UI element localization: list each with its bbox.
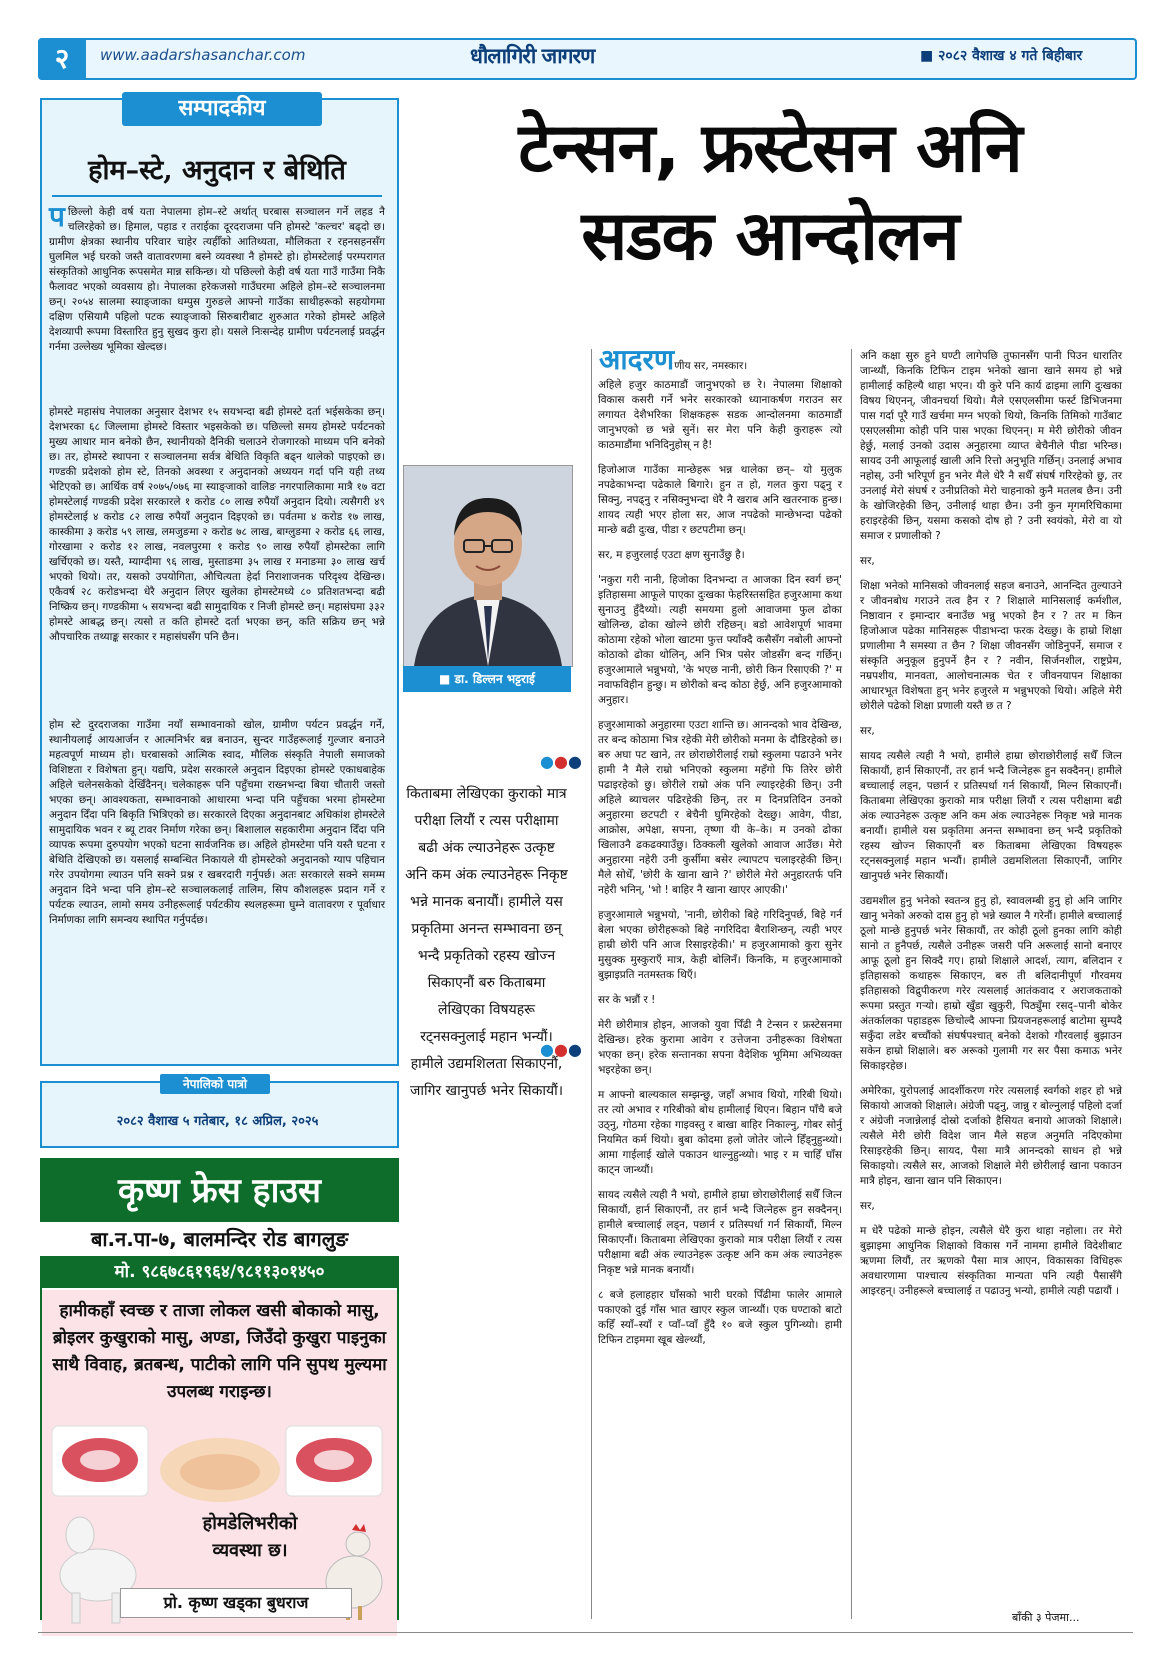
article-headline (420, 105, 1120, 281)
article-paragraph: सर, म हजुरलाई एउटा क्षण सुनाउँछु है। (598, 549, 745, 561)
ad-phone: मो. ९८६७८६१९६४/९८११३०१४५० (114, 1262, 325, 1282)
editorial-title: होम–स्टे, अनुदान र बेथिति (88, 155, 346, 186)
editorial-dropcap: प (49, 200, 65, 233)
author-byline: ■ डा. डिल्लन भट्टराई (403, 666, 571, 692)
article-paragraph: म आफ्नो बाल्यकाल सम्झन्छु, जहाँ अभाव थियो, गरिबी थियो। तर त्यो अभाव र गरिबीको बोध हामीलाई थिएन। बिहान पाँचै बजे उठ्नु, गोठमा रहेका गाइवस्तु र बाखा बाहिर निकाल्नु, गोबर सोर्नु नियमित कर्म थियो। बुबा कोदमा हलो जोतेर जोत्ने हिँड्नुहुन्थ्यो। आमा गाईलाई खोले पकाउन थाल्नुहुन्थ्यो। भाइ र म चाहिँ घाँस काट्न जान्थ्यौं। (598, 1089, 842, 1176)
article-paragraph: सायद त्यसैले त्यही नै भयो, हामीले हाम्रा छोराछोरीलाई सधैँ जित्न सिकायौं, हार्न सिकाएनौं, तर हार्न भन्दै जित्नेहरू हुन सक्दैनन्। हामीले बच्चालाई लड्न, पछार्न र प्रतिस्पर्धा गर्न सिकायौं, मिल्न सिकाएनौं। किताबमा लेखिएका कुराको मात्र परीक्षा लियौं र त्यस परीक्षामा बढी अंक ल्याउनेहरू उत्कृष्ट अनि कम अंक ल्याउनेहरू निकृष्ट भन्ने मानक बनायौं। (598, 1189, 842, 1276)
article-paragraph: हजुरआमाले भन्नुभयो, 'नानी, छोरीको बिहे गरिदिनुपर्छ, बिहे गर्न बेला भएका छोरीहरूको बिहे नगरिदिदा बैराशिन्छन्, त्यही भएर हाम्री छोरी पनि आज रिसाइरहेकी।' म हजुरआमाको कुरा सुनेर मुसुक्क मुस्कुराएँ मात्र, केही बोलिनँ। किनकि, म हजुरआमाको बुझाइप्रति नतमस्तक थिएँ। (598, 909, 842, 981)
headline-line: टेन्सन, फ्रस्टेसन अनि (518, 109, 1022, 188)
ad-owner: प्रो. कृष्ण खड्का बुधराज (120, 1588, 352, 1618)
article-column-1 (598, 378, 842, 1358)
article-paragraph: सर, (860, 555, 875, 567)
article-paragraph: हिजोआज गाउँका मान्छेहरू भन्न थालेका छन्– यो मुलुक नपढेकाभन्दा पढेकाले बिगारे। हुन त हो, गलत कुरा पढ्नु र सिक्नु, नपढ्नु र नसिक्नुभन्दा धेरै नै खराब अनि खतरनाक हुन्छ। शायद त्यही भएर होला सर, आज नपढेको मान्छेभन्दा पढेको मान्छे बढी दुःख, पीडा र छटपटीमा छन्। (598, 464, 842, 536)
article-column-2 (860, 349, 1122, 1309)
issue-date: ■ २०८२ वैशाख ४ गते बिहीबार (920, 48, 1083, 64)
ad-service-note (150, 1510, 350, 1564)
website-link[interactable]: www.aadarshasanchar.com (100, 46, 306, 64)
ad-description: हामीकहाँ स्वच्छ र ताजा लोकल खसी बोकाको मासु, ब्रोइलर कुखुराको मासु, अण्डा, जिउँदो कुखुरा पाइनुका साथै विवाह, ब्रतबन्ध, पाटीको लागि पनि सुपथ मुल्यमा उपलब्ध गराइन्छ। (52, 1301, 387, 1402)
article-paragraph: मेरी छोरीमात्र होइन, आजको युवा पिँढी नै टेन्सन र फ्रस्टेसनमा देखिन्छ। हरेक कुरामा आवेग र उत्तेजना उनीहरूका विशेषता भएका छन्। हरेक सन्तानका सपना वैदेशिक भूमिमा अभिव्यक्त भइरहेका छन्। (598, 1019, 842, 1076)
calendar-date: २०८२ वैशाख ५ गतेबार, १८ अप्रिल, २०२५ (116, 1114, 319, 1129)
article-paragraph: हजुरआमाको अनुहारमा एउटा शान्ति छ। आनन्दको भाव देखिन्छ, तर बन्द कोठामा भित्र रहेकी मेरी छोरीको मनमा के दौडिरहेको छ। बरु अघा पट खाने, तर छोराछोरीलाई राम्रो स्कुलमा पढाउने भनेर हामी नै मैले राम्रो भनिएको स्कुलमा महँगो फि तिरेर छोरी पढाइरहेको छु। छोरीले राम्रो अंक पनि ल्याइरहेकी छिन्। उनी अहिले ब्याचलर पढिरहेकी छिन्, तर म दिनप्रतिदिन उनको अनुहारमा छटपटी र बेचैनी घुमिरहेको देख्छु। आवेग, पीडा, आक्रोस, अपेक्षा, सपना, तृष्णा यी के–के। म उनको ढोका खिलाउनै ढकढक्याउँछु। ठिक्कली खुलेको आवाज आउँछ। मेरो अनुहारमा नहेरी उनी कुर्सीमा बसेर ल्यापटप चलाइरहेकी छिन्। मैले सोधेँ, 'छोरी के खाना खाने ?' छोरीले मेरो अनुहारतर्फ पनि नहेरी भनिन्, 'भो ! बाहिर नै खाना खाएर आएकी।' (598, 719, 842, 896)
ad-address: बा.न.पा-७, बालमन्दिर रोड बागलुङ (40, 1222, 399, 1256)
article-paragraph: सायद त्यसैले त्यही नै भयो, हामीले हाम्रा छोराछोरीलाई सधैँ जित्न सिकायौं, हार्न सिकाएनौं, तर हार्न भन्दै जित्नेहरू हुन सक्दैनन्। हामीले बच्चालाई लड्न, पछार्न र प्रतिस्पर्धा गर्न सिकायौं, मिल्न सिकाएनौं। किताबमा लेखिएका कुराको मात्र परीक्षा लियौं र त्यस परीक्षामा बढी अंक ल्याउनेहरू उत्कृष्ट अनि कम अंक ल्याउनेहरू निकृष्ट भन्ने मानक बनायौं। हामीले यस प्रकृतिमा अनन्त सम्भावना छन् भन्दै प्रकृतिको रहस्य खोज्न सिकाएनौं बरु किताबमा लेखिएका विषयहरू रट्नसक्नुलाई महान भन्यौं। हामीले उद्यमशिलता सिकाएनौं, जागिर खानुपर्छ भनेर सिकायौं। (860, 750, 1122, 882)
article-paragraph: शिक्षा भनेको मानिसको जीवनलाई सहज बनाउने, आनन्दित तुल्याउने र जीवनबोध गराउने तत्व हैन र ? शिक्षाले मानिसलाई कर्मशील, निष्ठावान र इमान्दार बनाउँछ भन्नु भएको हैन र ? तर म किन हिजोआज पढेका मानिसहरू पीडाभन्दा फरक देख्छु। के हाम्रो शिक्षा प्रणालीमा नै समस्या त छैन ? शिक्षा जीवनसँग जोडिनुपर्ने, समाज र संस्कृति अनुकूल हुनुपर्ने हैन र ? नवीन, सिर्जनशील, राष्ट्रप्रेम, नम्रपशीय, मानवता, आलोचनात्मक चेत र जीवनयापन शिक्षाका आधारभूत विशेषता हुन् भनेर हजुरले म भन्नुभएको थियो। अहिले मेरी छोरीले पढेको शिक्षा प्रणाली यस्तै छ त ? (860, 580, 1122, 712)
column-divider (851, 349, 852, 1619)
editorial-banner: सम्पादकीय (122, 92, 322, 126)
pull-quote: किताबमा लेखिएका कुराको मात्र परीक्षा लियौं र त्यस परीक्षामा बढी अंक ल्याउनेहरू उत्कृष्ट अनि कम अंक ल्याउनेहरू निकृष्ट भन्ने मानक बनायौं। हामीले यस प्रकृतिमा अनन्त सम्भावना छन् भन्दै प्रकृतिको रहस्य खोज्न सिकाएनौं बरु किताबमा लेखिएका विषयहरू रट्नसक्नुलाई महान भन्यौं। हामीले उद्यमशिलता सिकाएनौं, जागिर खानुपर्छ भनेर सिकायौं। (405, 786, 568, 1099)
editorial-paragraph (49, 200, 385, 355)
ad-service-line: व्यवस्था छ। (212, 1540, 288, 1561)
headline-line: सडक आन्दोलन (581, 197, 959, 276)
article-paragraph: अनि कक्षा सुरु हुने घण्टी लागेपछि तुफानसँग पानी पिउन धारातिर जान्थ्यौं, किनकि टिफिन टाइम भनेको खाना खाने समय हो भन्ने हामीलाई कहिल्यै थाहा भएन। यी कुरे पनि कार्य ढाइमा लागि दुःखका विषय थिएनन्, जीवनचर्या थियो। मैले एसएलसीमा फर्स्ट डिभिजनमा पास गर्दा पूरै गाउँ खर्चमा मग्न भएको थियो, किनकि तिमिको गाउँबाट एसएलसीमा कोही पनि पास भएका थिएनन्। म मेरी छोरीको जीवन हेर्छु, मलाई उनको उदास अनुहारमा व्याप्त बेचैनीले पीडा भरिन्छ। सायद उनी आफूलाई खाली अनि रित्तो अनुभूति गर्छिन्। उनलाई अभाव नहोस्, उनी भरिपूर्ण हुन भनेर मैले धेरै नै सधैँ संघर्ष गरिरहेको छु, तर उनलाई मेरो संघर्ष र उनीप्रतिको मेरो चाहनाको कुनै मतलब छैन। उनी के खोजिरहेकी छिन्, उनीलाई थाहा छैन। उनी कुन मृगमरिचिकामा हराइरहेकी छिन्, यसमा कसको दोष हो ? उनी स्वयंको, मेरो वा यो समाज र प्रणालीको ? (860, 350, 1122, 542)
article-paragraph: ८ बजे हलाहहार घाँसको भारी घरको पिँढीमा फालेर आमाले पकाएको दुई गाँस भात खाएर स्कुल जान्थ्यौं। एक घण्टाको बाटो कहिँ स्यॉं–स्यॉं र प्वॉं–प्वॉं हुँदै १० बजे स्कुल पुगिन्थ्यो। हामी टिफिन टाइममा खूब खेल्थ्यौं, (598, 1289, 842, 1346)
calendar-label: नेपालिको पात्रो (160, 1074, 270, 1094)
editorial-paragraph-text: छिल्लो केही वर्ष यता नेपालमा होम–स्टे अर्थात् घरबास सञ्चालन गर्ने लहड नै चलिरहेको छ। हिमाल, पहाड र तराईका दूरदराजमा पनि होमस्टे 'कल्चर' बढ्दो छ। ग्रामीण क्षेत्रका स्थानीय परिवार चाहेर त्यहीँको आतिथ्यता, मौलिकता र रहनसहनसँग घुलमिल भई घरको जस्तै वातावरणमा बस्ने व्यवस्था नै होमस्टे हो। होमस्टेलाई परम्परागत संस्कृतिको आधुनिक रूपसमेत मान्न सकिन्छ। यो पछिल्लो केही वर्ष यता गाउँ गाउँमा निकै फैलावट भएको व्यवसाय हो। नेपालका हरेकजसो गाउँघरमा अहिले होम–स्टे सञ्चालनमा छन्। २०५४ सालमा स्याङ्जाका धम्पुस गुरुङले आफ्नो गाउँका साथीहरूको सहयोगमा दक्षिण एसियामै पहिलो पटक स्याङ्जाको सिरुबारीबाट शुरुआत गरेको होमस्टे अहिले देशव्यापी रूपमा विस्तारित हुनु सुखद कुरा हो। यसले निःसन्देह ग्रामीण पर्यटनलाई प्रवर्द्धन गर्नमा उल्लेख्य भूमिका खेल्दछ। (49, 206, 385, 353)
editorial-divider (52, 195, 382, 197)
article-paragraph: उद्यमशील हुनु भनेको स्वतन्त्र हुनु हो, स्वावलम्बी हुनु हो अनि जागिर खानु भनेको अरुको दास हुनु हो भन्ने ख्याल नै गरेनौं। हामीले बच्चालाई ठूलो मान्छे हुनुपर्छ भनेर सिकायौं, तर कोही ठूलो हुनका लागि कोही सानो त हुनैपर्छ, त्यसैले उनीहरू जसरी पनि अरूलाई सानो बनाएर आफू ठूलो हुन सिक्दै गए। हाम्रो शिक्षाले आदर्श, त्याग, बलिदान र इतिहासको कथाहरू सिकाएन, बरु ती बलिदानीपूर्ण गौरवमय इतिहासको विद्रुपीकरण गरेर त्यसलाई आतंकवाद र अराजकताको रूपमा प्रस्तुत गर्‍यो। हाम्रो खुँडा खुकुरी, पिठ्युँमा रसद्–पानी बोकेर अंतर्कालका पहाडहरू छिचोल्दै आफ्ना प्रियजनहरूलाई बाटोमा सुम्पदै सकुँदा लडेर बच्चौंको संघर्षपश्चात् बनेको देशको गौरवलाई बुझाउन सकेन हाम्रो शिक्षाले। बरु अरूको गुलामी गर सर पैसा कमाऊ भनेर सिकाइरहेछ। (860, 895, 1122, 1072)
article-lead (599, 340, 843, 378)
page-number: २ (38, 38, 86, 80)
author-portrait-icon (404, 466, 572, 666)
article-paragraph: अमेरिका, युरोपलाई आदर्शीकरण गरेर त्यसलाई स्वर्गको शहर हो भन्ने सिकायो आजको शिक्षाले। अंग्रेजी पढ्नु, जान्नु र बोल्नुलाई पहिलो दर्जा र अंग्रेजी नजान्नेलाई दोस्रो दर्जाको हैसियत बनायो आजको शिक्षाले। त्यसैले मेरी छोरी विदेश जान मैले सहज अनुमति नदिएकोमा रिसाइरहेकी छिन्। सायद, पैसा मात्रै आनन्दको साधन हो भन्ने सिकाइयो। त्यसैले सर, आजको शिक्षाले मेरी छोरीलाई खाना पकाउन मात्रै होइन, खाना खान पनि सिकाएन। (860, 1085, 1122, 1187)
article-paragraph: सर, (860, 725, 875, 737)
article-paragraph: 'नकुरा गरी नानी, हिजोका दिनभन्दा त आजका दिन स्वर्ग छन्' इतिहासमा आफूले पाएका दुःखका फेहरिस्तसहित हजुरआमा कथा सुनाउनु हुँदैथ्यो। त्यही समयमा हुलो आवाजमा फुल ढोका खोलिन्छ, ढोका खोल्ने छोरी रहिछन्। बडो आवेशपूर्ण भावमा कोठामा रहेको भोला खाटमा फुत्त फ्याँक्दै कसैसँग नबोली आफ्नो कोठाको ढोका थोलिन्, अनि भित्र पसेर जोडसँग बन्द गर्छिन्। हजुरआमाले भन्नुभयो, 'के भएछ नानी, छोरी किन रिसाएकी ?' म नवाफविहीन हुन्छु। म छोरीको बन्द कोठा हेर्छु, अनि हजुरआमाको अनुहार। (598, 574, 842, 706)
ad-service-line: होमडेलिभरीको (202, 1513, 298, 1534)
article-salutation: णीय सर, नमस्कार। (674, 360, 748, 372)
quote-dots-top: ●●● (540, 752, 582, 771)
masthead-logo: धौलागिरी जागरण (470, 43, 595, 68)
meat-illustration (50, 1420, 385, 1510)
author-photo (403, 465, 573, 667)
column-divider (591, 349, 592, 1619)
ad-title: कृष्ण फ्रेस हाउस (118, 1171, 321, 1211)
article-paragraph: म धेरै पढेको मान्छे होइन, त्यसैले धेरै कुरा थाहा नहोला। तर मेरो बुझाइमा आधुनिक शिक्षाको विकास गर्ने नाममा हामीले विदेशीबाट ऋणमा लियौं, तर ऋणको पैसा मात्र आएन, विकासका विधिहरू अवधारणामा पाश्चात्य संस्कृतिका मान्यता पनि त्यही पैसासँगै आइरहन्। उनीहरूले बच्चालाई त पढाउनु भन्यो, हामीले त्यही पढायौं । (860, 1225, 1122, 1297)
editorial-paragraph: होम स्टे दुरदराजका गाउँमा नयाँ सम्भावनाको खोल, ग्रामीण पर्यटन प्रवर्द्धन गर्ने, स्थानीयलाई आयआर्जन र आत्मनिर्भर बन्न बनाउन, सुन्दर गाउँहरूलाई गुल्जार बनाउने महत्वपूर्ण माध्यम हो। घरबासको आत्मिक स्वाद, मौलिक संस्कृति नेपाली समाजको विशिष्टता र विशेषता हुन्। यद्यपि, प्रदेश सरकारले अनुदान दिइएका होमस्टे एकाधबाहेक अहिले चलेनसकेको देखिँदैनन्। चलेकाहरू पनि पहुँचमा राख्नभन्दा बिया चौतारी जस्तो भएका छन्। आवश्यकता, सम्भावनाको आधारमा भन्दा पनि पहुँचका भरमा होमस्टेमा अनुदान दिँदा पनि बिकृति भित्रिएको छ। सरकारले दिएका अनुदानबाट अधिकांश होमस्टेले सामुदायिक भवन र ब्यू टावर निर्माण गरेका छन्। बिशालाल सहकारीमा अनुदान दिँदा पनि व्यापक रूपमा दुरुपयोग भएको घटना सार्वजनिक छ। अहिले होमस्टेमा पनि यस्तै घटना र बेथिति देखिएको छ। यसलाई सम्बन्धित निकायले यी होमस्टेको अनुदानको ग्याप पहिचान गरेर उपयोगमा ल्याउन पनि सक्ने प्रश्न र खबरदारी गर्नुपर्छ। अतः सरकारले सक्ने समम्म अनुदान दिने भन्दा पनि होम–स्टे सञ्चालकलाई तालिम, सिप कौशलहरू प्रदान गर्ने र पर्यटक ल्याउन, लामो समय उनीहरूलाई पर्यटकीय स्थलहरूमा घुम्ने वातावरण र पूर्वाधार निर्माणका लागि समन्वय स्थापित गर्नुपर्दछ। (49, 719, 385, 926)
article-paragraph: अहिले हजुर काठमाडौं जानुभएको छ रे। नेपालमा शिक्षाको विकास कसरी गर्ने भनेर सरकारको ध्यानाकर्षण गराउन सर लगायत देशैभरिका शिक्षकहरू सडक आन्दोलनमा काठमाडौं जानुभएको छ भन्ने सुनें। सर मेरा पनि केही कुराहरू त्यो काठमाडौंमा भनिदिनुहोस् न है! (598, 379, 842, 451)
article-paragraph: सर के भन्नौं र ! (598, 994, 656, 1006)
continued-link[interactable]: बाँकी ३ पेजमा... (1012, 1611, 1080, 1624)
article-paragraph: सर, (860, 1200, 875, 1212)
article-kicker: आदरण (599, 343, 675, 376)
page-bottom-rule (38, 1632, 1133, 1633)
quote-dots-bottom: ●●● (540, 1040, 582, 1059)
editorial-paragraph: होमस्टे महासंघ नेपालका अनुसार देशभर १५ सयभन्दा बढी होमस्टे दर्ता भईसकेका छन्। देशभरका ६८ जिल्लामा होमस्टे विस्तार भइसकेको छ। पछिल्लो समय होमस्टे पर्यटनको मुख्य आधार मान बनेको छैन, स्थानीयको दैनिकी चलाउने रोजगारको माध्यम पनि बनेको छ। तर, होमस्टे स्थापना र सञ्चालनमा सर्वत्र बेथिति विकृति बढ्न थालेको पाइएको छ। गण्डकी प्रदेशको होम स्टे, तिनको अवस्था र अनुदानको अध्ययन गर्दा पनि यही तथ्य भेटिएको छ। आर्थिक वर्ष २०७५/०७६ मा स्याङ्जाको वालिङ नगरपालिकामा मात्रै १७ वटा होमस्टेलाई गण्डकी प्रदेश सरकारले १ करोड ८० लाख रुपैयाँ अनुदान दियो। त्यसैगरी ४९ होमस्टेलाई ४ करोड ८२ लाख रुपैयाँ अनुदान दिइएको छ। पर्वतमा ४ करोड १७ लाख, कास्कीमा ३ करोड ५९ लाख, लमजुङमा २ करोड ७८ लाख, बाग्लुङमा २ करोड ६६ लाख, गोरखामा २ करोड १२ लाख, नवलपुरमा १ करोड ९० लाख रुपैयाँ होमस्टेका लागि खर्चिएको छ। यस्तै, म्याग्दीमा ९६ लाख, मुस्ताङमा ३५ लाख र मनाङमा ३० लाख खर्च भएको थियो। तर, यसको उपयोगिता, औचित्यता हेर्दा निराशाजनक परिदृश्य देखिन्छ। एकैवर्ष २८ करोडभन्दा धेरै अनुदान लिएर खुलेका होमस्टेमध्ये ८० प्रतिशतभन्दा बढी निष्क्रिय छन्। गण्डकीमा ५ सयभन्दा बढी सामुदायिक र निजी होमस्टे छन्। महासंघमा ३३२ होमस्टे आबद्ध छन्। त्यसो त कति होमस्टे दर्ता भएका छन्, कति सक्रिय छन् भन्ने औपचारिक तथ्याङ्क सरकार र महासंघसँग पनि छैन। (49, 406, 385, 643)
